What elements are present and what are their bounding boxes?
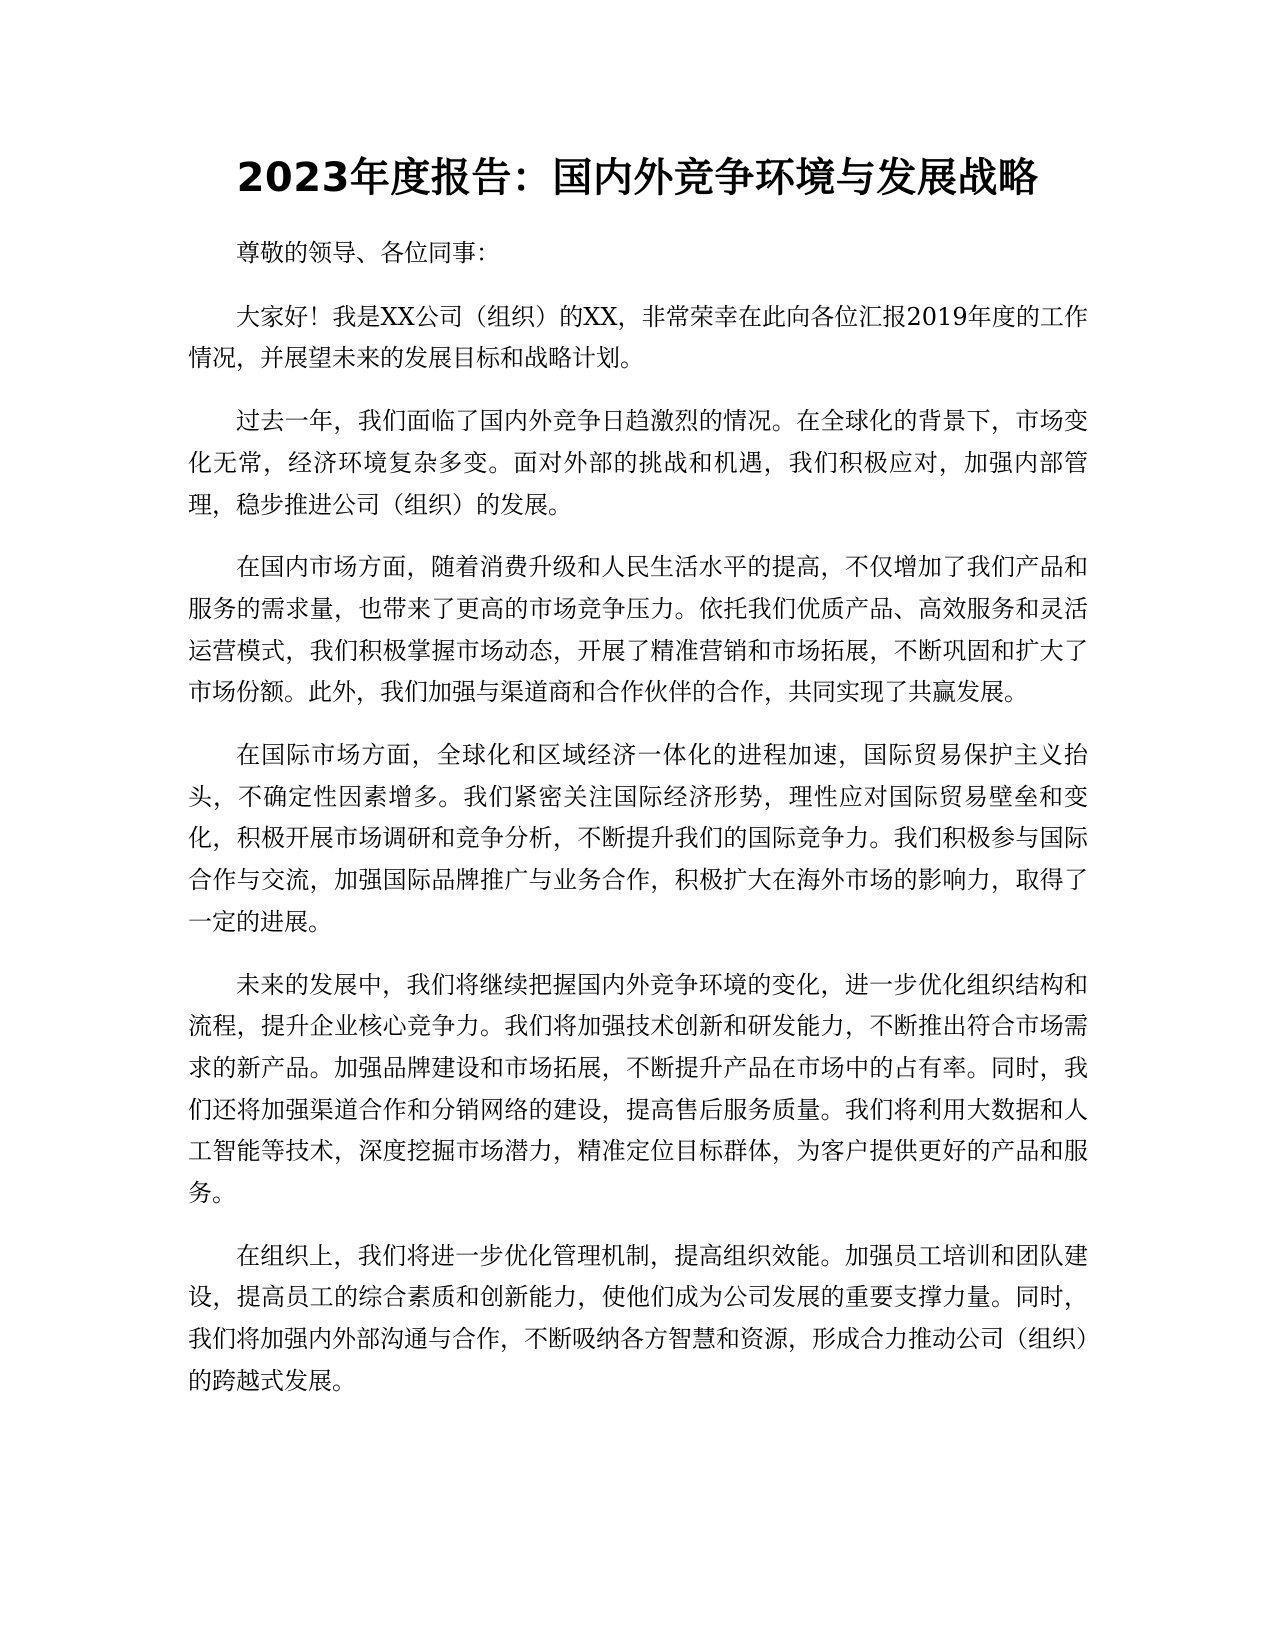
past-year-paragraph: 过去一年，我们面临了国内外竞争日趋激烈的情况。在全球化的背景下，市场变化无常，经济环境复杂多变。面对外部的挑战和机遇，我们积极应对，加强内部管理，稳步推进公司（组织）的发展。 xyxy=(188,407,1088,519)
greeting-paragraph: 尊敬的领导、各位同事： xyxy=(236,239,500,267)
domestic-market-paragraph: 在国内市场方面，随着消费升级和人民生活水平的提高，不仅增加了我们产品和服务的需求量，也带来了更高的市场竞争压力。依托我们优质产品、高效服务和灵活运营模式，我们积极掌握市场动态，开展了精准营销和市场拓展，不断巩固和扩大了市场份额。此外，我们加强与渠道商和合作伙伴的合作，共同实现了共赢发展。 xyxy=(188,553,1088,707)
organization-paragraph: 在组织上，我们将进一步优化管理机制，提高组织效能。加强员工培训和团队建设，提高员工的综合素质和创新能力，使他们成为公司发展的重要支撑力量。同时，我们将加强内外部沟通与合作，不断吸纳各方智慧和资源，形成合力推动公司（组织）的跨越式发展。 xyxy=(188,1241,1088,1395)
future-development-paragraph: 未来的发展中，我们将继续把握国内外竞争环境的变化，进一步优化组织结构和流程，提升企业核心竞争力。我们将加强技术创新和研发能力，不断推出符合市场需求的新产品。加强品牌建设和市场拓展，不断提升产品在市场中的占有率。同时，我们还将加强渠道合作和分销网络的建设，提高售后服务质量。我们将利用大数据和人工智能等技术，深度挖掘市场潜力，精准定位目标群体，为客户提供更好的产品和服务。 xyxy=(188,970,1088,1208)
document-title: 2023年度报告：国内外竞争环境与发展战略 xyxy=(236,155,1039,201)
intro-paragraph: 大家好！我是XX公司（组织）的XX，非常荣幸在此向各位汇报2019年度的工作情况，并展望未来的发展目标和战略计划。 xyxy=(188,302,1088,373)
international-market-paragraph: 在国际市场方面，全球化和区域经济一体化的进程加速，国际贸易保护主义抬头，不确定性因素增多。我们紧密关注国际经济形势，理性应对国际贸易壁垒和变化，积极开展市场调研和竞争分析，不断提升我们的国际竞争力。我们积极参与国际合作与交流，加强国际品牌推广与业务合作，积极扩大在海外市场的影响力，取得了一定的进展。 xyxy=(188,741,1088,936)
document-body xyxy=(188,233,1088,1424)
